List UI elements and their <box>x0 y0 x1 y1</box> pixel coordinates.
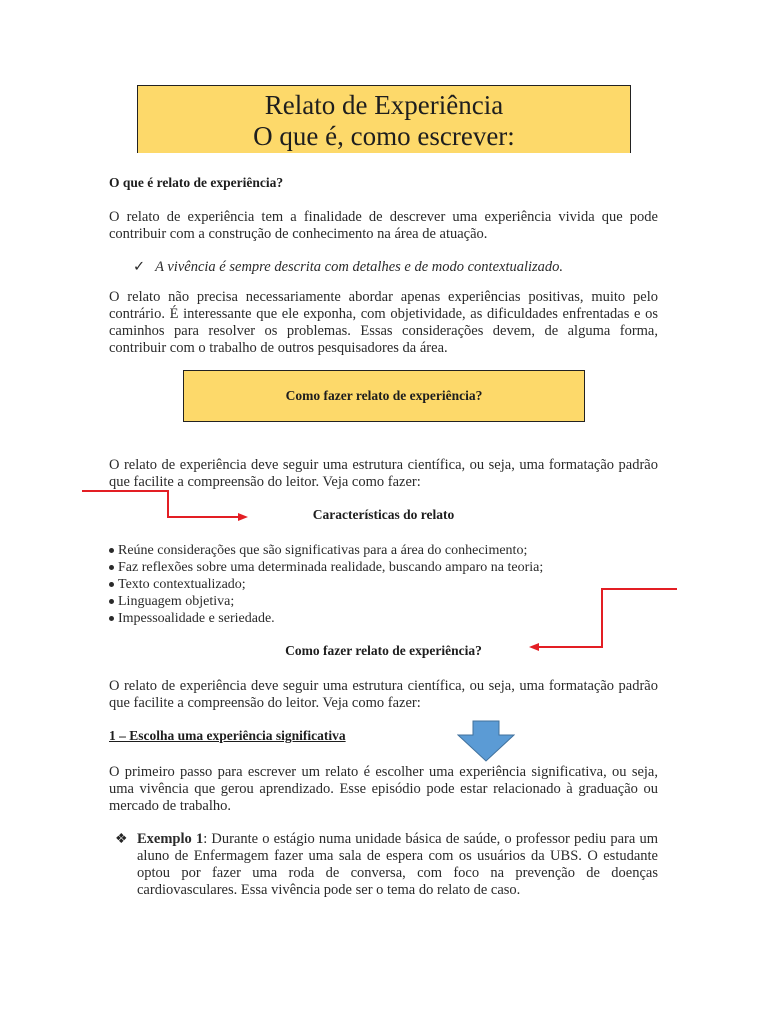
bullet-icon <box>109 582 114 587</box>
how-to-box <box>183 370 585 422</box>
checkmark-icon: ✓ <box>133 259 146 275</box>
paragraph-structure: O relato de experiência deve seguir uma estrutura científica, ou seja, uma formatação padrão que facilite a compreensão do leitor. Veja como fazer: <box>109 457 658 490</box>
blue-arrow-down-icon <box>457 720 515 762</box>
list-item: Texto contextualizado; <box>109 576 669 593</box>
title-line-1: Relato de Experiência <box>264 90 504 120</box>
title-line-2: O que é, como escrever: <box>253 121 515 151</box>
check-list-item <box>133 259 563 276</box>
paragraph-not-only-positive: O relato não precisa necessariamente abordar apenas experiências positivas, muito pelo contrário. É interessante que ele exponha, com objetividade, as dificuldades enfrentadas e os caminhos para resolver os problemas. Essas considerações devem, de alguma forma, contribuir com o trabalho de outros pesquisadores da área. <box>109 289 658 356</box>
paragraph-purpose: O relato de experiência tem a finalidade de descrever uma experiência vivida que pode contribuir com a construção de conhecimento na área de atuação. <box>109 209 658 242</box>
list-item: Impessoalidade e seriedade. <box>109 610 669 627</box>
characteristics-heading: Características do relato <box>312 507 455 522</box>
list-item: Linguagem objetiva; <box>109 593 669 610</box>
check-item-text: A vivência é sempre descrita com detalhes e de modo contextualizado. <box>155 259 564 275</box>
paragraph-first-step: O primeiro passo para escrever um relato é escolher uma experiência significativa, ou seja, uma vivência que gerou aprendizado. Esse episódio pode estar relacionado à graduação ou mercado de trabalho. <box>109 764 658 814</box>
bullet-icon <box>109 599 114 604</box>
how-to-heading: Como fazer relato de experiência? <box>285 643 482 658</box>
example-1 <box>137 831 658 899</box>
bullet-icon <box>109 616 114 621</box>
paragraph-structure-repeat: O relato de experiência deve seguir uma estrutura científica, ou seja, uma formatação padrão que facilite a compreensão do leitor. Veja como fazer: <box>109 678 658 711</box>
list-item: Faz reflexões sobre uma determinada realidade, buscando amparo na teoria; <box>109 559 669 576</box>
bullet-icon <box>109 548 114 553</box>
bullet-icon <box>109 565 114 570</box>
title-banner <box>137 85 631 153</box>
section-heading-what-is: O que é relato de experiência? <box>109 175 284 190</box>
how-to-box-label: Como fazer relato de experiência? <box>285 388 483 403</box>
step-1-heading: 1 – Escolha uma experiência significativa <box>109 728 346 743</box>
example-label: Exemplo 1 <box>137 831 204 847</box>
example-text: : Durante o estágio numa unidade básica de saúde, o professor pediu para um aluno de Enfermagem fazer uma sala de espera com os usuários da UBS. O estudante optou por fazer uma roda de conversa, com foco na prevenção de doenças cardiovasculares. Essa vivência pode ser o tema do relato de caso. <box>137 831 658 898</box>
diamond-bullet-icon: ❖ <box>115 832 128 847</box>
list-item: Reúne considerações que são significativas para a área do conhecimento; <box>109 542 669 559</box>
